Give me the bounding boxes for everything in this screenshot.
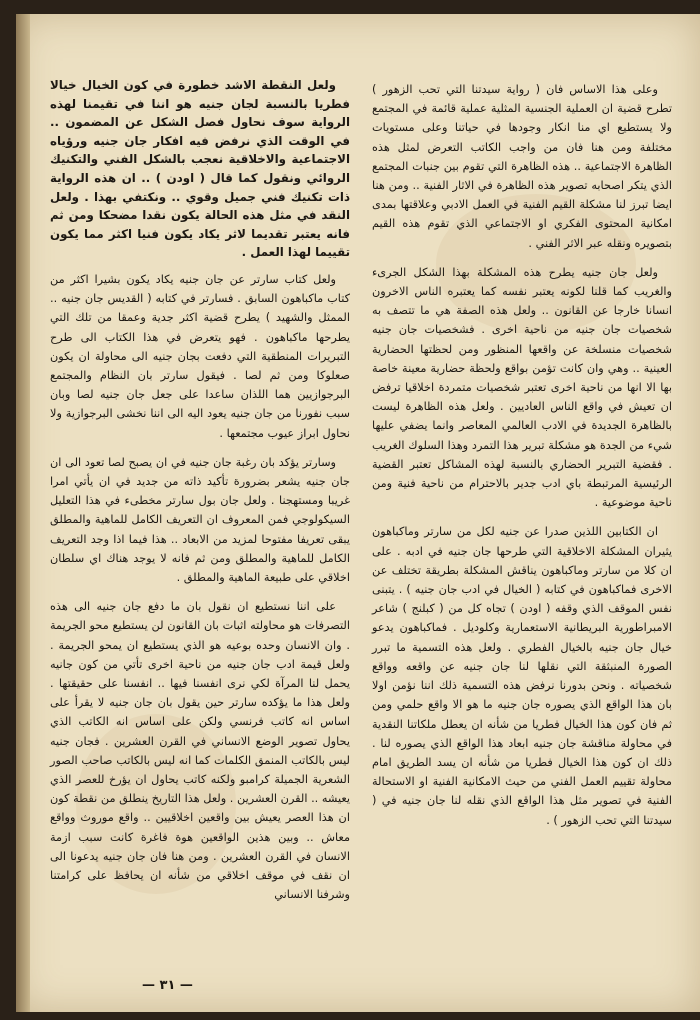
paragraph: وعلى هذا الاساس فان ( رواية سيدتنا التي تحب الزهور ) تطرح قضية ان العملية الجنسية المثلية عملية قائمة في المجتمع ولا يستطيع اي منا انكار وجودها في حياتنا وعلى مستويات مختلفة ومن هنا فان من واجب الكاتب التعرض لمثل هذه الظاهرة الاجتماعية .. هذه الظاهرة التي تقوم بين جنبات المجتمع الذي يتكر اصحابه تصوير هذه الظاهرة في الاثار الفنية .. ومن هنا ايضا تبرز لنا مشكلة القيم الفنية في العمل الادبي وعلاقتها بمدى امكانية المحتوى الفكري او الاجتماعي الذي تقوم هذه القيم بتصويره ونقله عبر الاثر الفني . [372, 83, 672, 250]
paragraph: على اننا نستطيع ان نقول بان ما دفع جان جنيه الى هذه التصرفات هو محاولته اثبات بان القانون لن يستطيع محو الجريمة . وان الانسان وحده بوعيه هو الذي يستطيع ان يمحو الجريمة . ولعل قيمة ادب جان جنيه من ناحية اخرى تأتي من كون جانيه يحمل لنا المرآة لكي نرى انفسنا فيها .. انفسنا على حقيقتها . ولعل هذا ما يؤكده سارتر حين يقول بان جان جنيه لا يقرأ على اساس انه كاتب فرنسي ولكن على اساس انه الكاتب الذي يحاول تصوير الوضع الانساني في القرن العشرين . فجان جنيه ليس بالكاتب المنمق الكلمات كما انه ليس بالكاتب صاحب الصور الشعرية الجميلة كرامبو ولكنه كاتب يحاول ان يؤرخ للعصر الذي يعيشه .. القرن العشرين . ولعل هذا التاريخ ينطلق من نقطة كون ان هذا العصر يعيش بين واقعين اخلاقيين .. واقع موروث وواقع معاش .. وبين هذين الواقعين هوة فاغرة كانت سبب ازمة الانسان في القرن العشرين . ومن هنا فان جان جنيه يدعونا الى ان نقف في موقف اخلاقي من شأنه ان يحافظ على كرامتنا وشرفنا الانساني [50, 600, 350, 902]
bold-lead-paragraph: ولعل النقطة الاشد خطورة في كون الخيال خيالا فطريا بالنسبة لجان جنيه هو اننا في تقيمنا لهذه الرواية سوف نحاول فصل الشكل عن المضمون .. في الوقت الذي نرفض فيه افكار جان جنيه ورؤياه الاجتماعية والاخلاقية نعجب بالشكل الفني والتكنيك الروائي ونقول كما قال ( اودن ) .. ان هذه الرواية ذات تكنيك فني جميل وقوي .. ونكتفي بهذا . ولعل النقد في مثل هذه الحالة يكون نقدا مضحكا ومن ثم فانه يعتبر تقديما لاثر يكاد يكون فنيا اكثر مما يكون تقييما لهذا العمل . [50, 78, 350, 260]
magazine-page [16, 14, 700, 1012]
paragraph: ان الكتابين اللذين صدرا عن جنيه لكل من سارتر وماكباهون يثيران المشكلة الاخلاقية التي طرحها جان جنيه في ادبه . على ان كلا من سارتر وماكباهون يناقش المشكلة بطريقة تختلف عن الاخرى فماكباهون في كتابه ( الخيال في ادب جان جنيه ) . يتبنى نفس الموقف الذي وقفه ( اودن ) تجاه كل من ( كبلنج ) شاعر الامبراطورية البريطانية الاستعمارية وكلوديل . فماكباهون يدعو خيال جان جنيه بالخيال الفطري . ولعل هذه التسمية ما تبرر الصورة المنبثقة التي نقلها لنا جان جنيه عن واقعه وواقع شخصياته . ونحن بدورنا نرفض هذه التسمية ذلك اننا نؤمن اولا بان هذا الواقع الذي يصوره جان جنيه ما هو الا واقع حلمي ومن ثم فان كون هذا الخيال فطريا من شأنه ان يعطل ملكاتنا النقدية في محاولة مناقشة جان جنيه ابعاد هذا الواقع الذي يصوره لنا . ذلك ان كون هذا الخيال فطريا من شأنه ان يسد الطريق امام محاولة تقييم العمل الفني من حيث الامكانية الفنية او الاستحالة الفنية في تصوير مثل هذا الواقع الذي نقله لنا جان جنيه في ( سيدتنا التي تحب الزهور ) . [372, 525, 672, 827]
page-binding-edge [16, 14, 30, 1012]
paragraph: ولعل كتاب سارتر عن جان جنيه يكاد يكون بشيرا اكثر من كتاب ماكباهون السابق . فسارتر في كتابه ( القديس جان جنيه .. الممثل والشهيد ) يطرح قضية اكثر جدية وعمقا من تلك التي يطرحها ماكباهون . فهو يتعرض في هذا الكتاب الى طرح التبريرات المنطقية التي دفعت بجان جنيه الى محاولة ان يكون صعلوكا ومن ثم لصا . فيقول سارتر بان النظام والمجتمع البرجوازيين هما اللذان ساعدا على جعل جان جنيه لصا وبان سبب نفورنا من جان جنيه يعود اليه الى اننا نخشى البرجوازية ولا نحاول ابراز عيوب مجتمعها . [50, 272, 350, 440]
left-text-column [50, 76, 350, 914]
paragraph: وسارتر يؤكد بان رغبة جان جنيه في ان يصبح لصا تعود الى ان جان جنيه يشعر بضرورة تأكيد ذاته من جديد في ان يأتي امرا غريبا ومستهجنا . ولعل جان بول سارتر مخطىء في هذا التعليل السيكولوجي فمن المعروف ان التعريف الكامل للماهية والمطلق يبقى تعريفا مفتوحا لمزيد من الابعاد .. هذا فيما اذا وجد التعريف الكامل للماهية والمطلق ومن ثم فانه لا يوجد هناك اي سلطان اخلاقي على طبيعة الماهية والمطلق . [50, 455, 350, 584]
right-text-column [372, 80, 672, 840]
paragraph: ولعل جان جنيه يطرح هذه المشكلة بهذا الشكل الجرىء والغريب كما قلنا لكونه يعتبر نفسه كما يعتبره الناس الاخرون انسانا خارجا عن القانون .. ولعل هذه الصفة هي ما تتصف به شخصيات جان جنيه من ناحية اخرى . فشخصيات جان جنيه شخصيات منسلخة عن واقعها المنظور ومن لحظتها الحضارية العينية .. وهي وان كانت تؤمن بواقع ولحظة حضارية معينة خاصة بها الا انها من ناحية اخرى تعتبر شخصيات متمردة اخلاقيا ترفض ان تعيش في واقع الناس العاديين . ولعل هذه الظاهرة ليست بالظاهرة الجديدة في الادب العالمي المعاصر وانما يضفي عليها شيء من الجدة هو مشكلة تبرير هذا التمرد وهذا السلوك الغريب . فقضية التبرير الحضاري بالنسبة لهذه المشاكل تعتبر القضية الرئيسية المرتبطة باي ادب جدير بالاحترام من ناحية فنية ومن ناحية موضوعية . [372, 265, 672, 510]
page-number: — ٣١ — [142, 978, 193, 993]
